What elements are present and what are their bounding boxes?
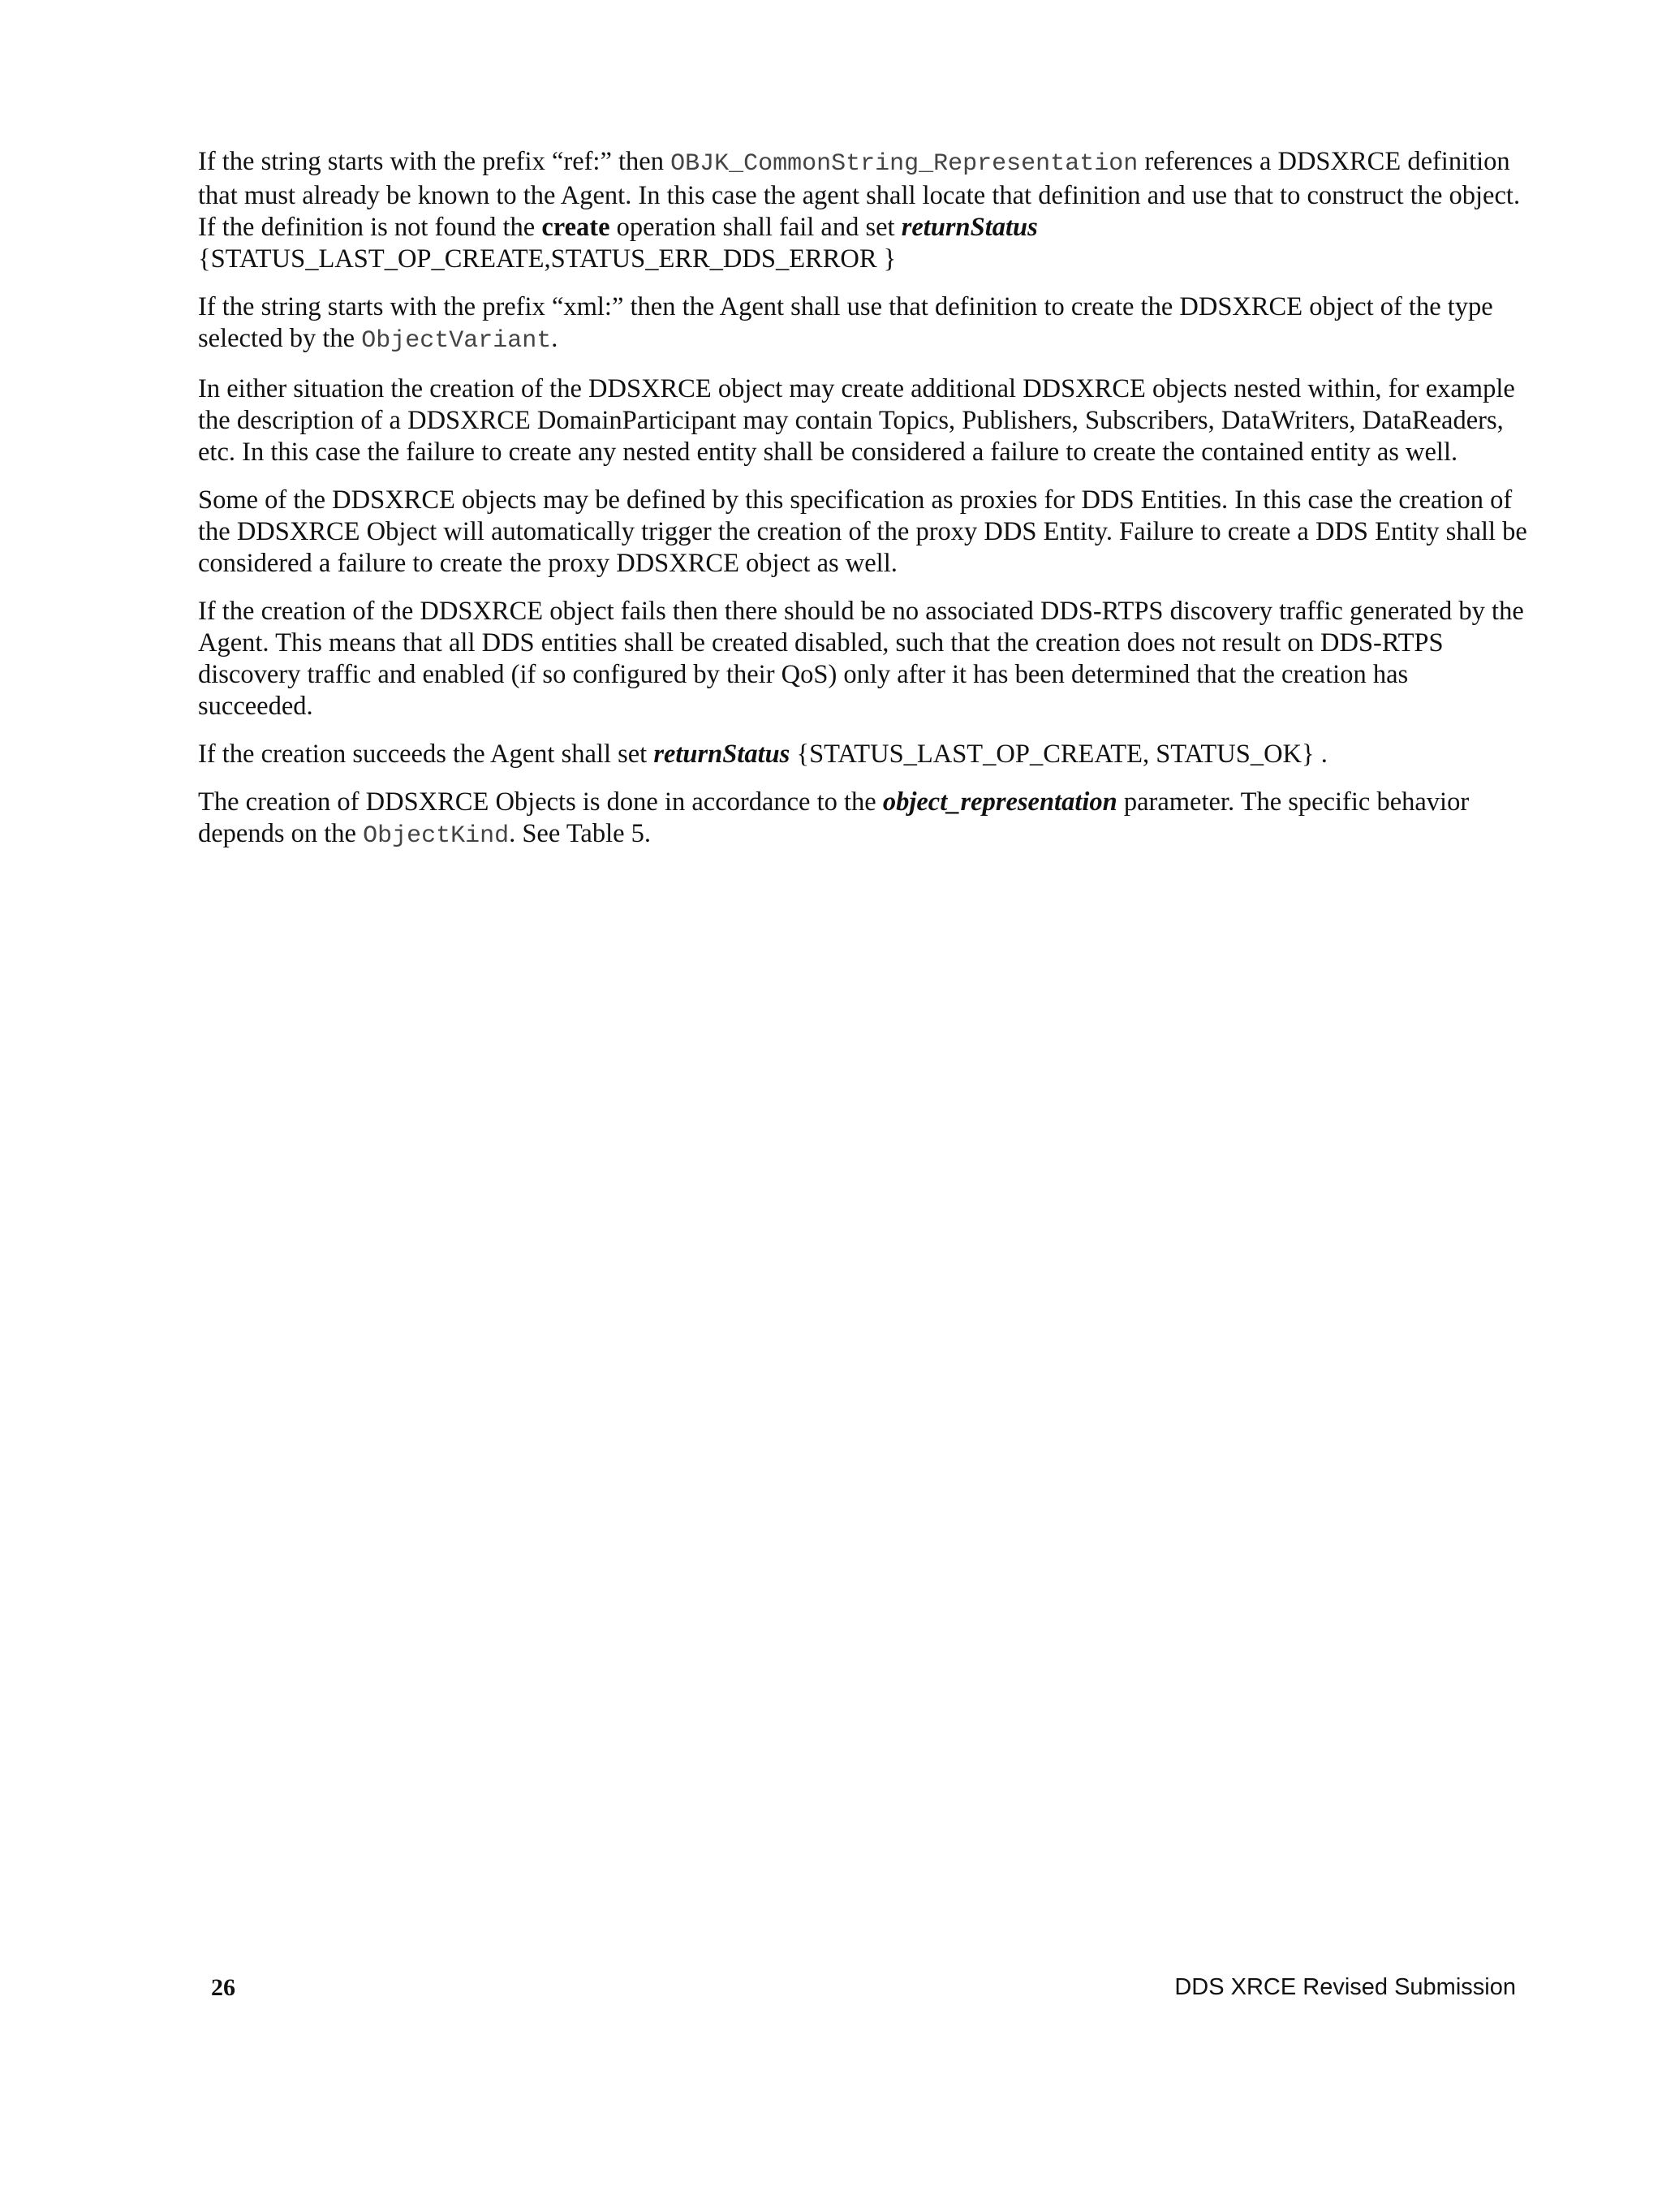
paragraph-xml-prefix bbox=[198, 291, 1529, 357]
text-run: parameter. The specific behavior depends on the bbox=[198, 787, 1470, 848]
text-run: {STATUS_LAST_OP_CREATE, STATUS_OK} . bbox=[790, 739, 1328, 769]
code-objectkind: ObjectKind bbox=[363, 822, 510, 850]
text-run: . See Table 5. bbox=[509, 819, 652, 848]
paragraph-creation-succeeds bbox=[198, 739, 1529, 770]
footer-document-title: DDS XRCE Revised Submission bbox=[1174, 1974, 1516, 2000]
text-run: The creation of DDSXRCE Objects is done in accordance to the bbox=[198, 787, 883, 817]
paragraph-object-representation bbox=[198, 787, 1529, 852]
code-objk-commonstring: OBJK_CommonString_Representation bbox=[670, 150, 1139, 178]
page-footer bbox=[198, 1974, 1516, 2007]
emphasis-object-representation: object_representation bbox=[882, 787, 1117, 817]
emphasis-returnstatus: returnStatus bbox=[653, 739, 790, 769]
paragraph-ref-prefix bbox=[198, 146, 1529, 275]
page-body bbox=[198, 146, 1529, 869]
text-run: If the string starts with the prefix “ref:” then bbox=[198, 147, 671, 176]
text-run: references a DDSXRCE definition that must already be known to the Agent. In this case the agent shall locate that definition and use that to construct the object. If the definition is not found the bbox=[198, 147, 1521, 242]
text-run: If the creation succeeds the Agent shall set bbox=[198, 739, 654, 769]
text-run: . bbox=[551, 324, 558, 353]
text-run: {STATUS_LAST_OP_CREATE,STATUS_ERR_DDS_ERROR } bbox=[198, 244, 897, 274]
emphasis-returnstatus: returnStatus bbox=[901, 213, 1038, 242]
code-objectvariant: ObjectVariant bbox=[361, 327, 552, 355]
paragraph-nested-objects: In either situation the creation of the DDSXRCE object may create additional DDSXRCE objects nested within, for example the description of a DDSXRCE DomainParticipant may contain Topics, Publishers, Subscribers, DataWriters, DataReaders, etc. In this case the failure to create any nested entity shall be considered a failure to create the contained entity as well. bbox=[198, 374, 1515, 467]
page-number: 26 bbox=[211, 1974, 235, 2001]
paragraph-proxies: Some of the DDSXRCE objects may be defined by this specification as proxies for DDS Entities. In this case the creation of the DDSXRCE Object will automatically trigger the creation of the proxy DDS Entity. Failure to create a DDS Entity shall be considered a failure to create the proxy DDSXRCE object as well. bbox=[198, 485, 1527, 578]
text-run: operation shall fail and set bbox=[609, 213, 902, 242]
paragraph-creation-fails: If the creation of the DDSXRCE object fails then there should be no associated DDS-RTPS discovery traffic generated by the Agent. This means that all DDS entities shall be created disabled, such that the creation does not result on DDS-RTPS discovery traffic and enabled (if so configured by their QoS) only after it has been determined that the creation has succeeded. bbox=[198, 597, 1524, 721]
text-run: If the string starts with the prefix “xml:” then the Agent shall use that definition to create the DDSXRCE object of the type selected by the bbox=[198, 292, 1493, 353]
bold-create: create bbox=[541, 213, 610, 242]
